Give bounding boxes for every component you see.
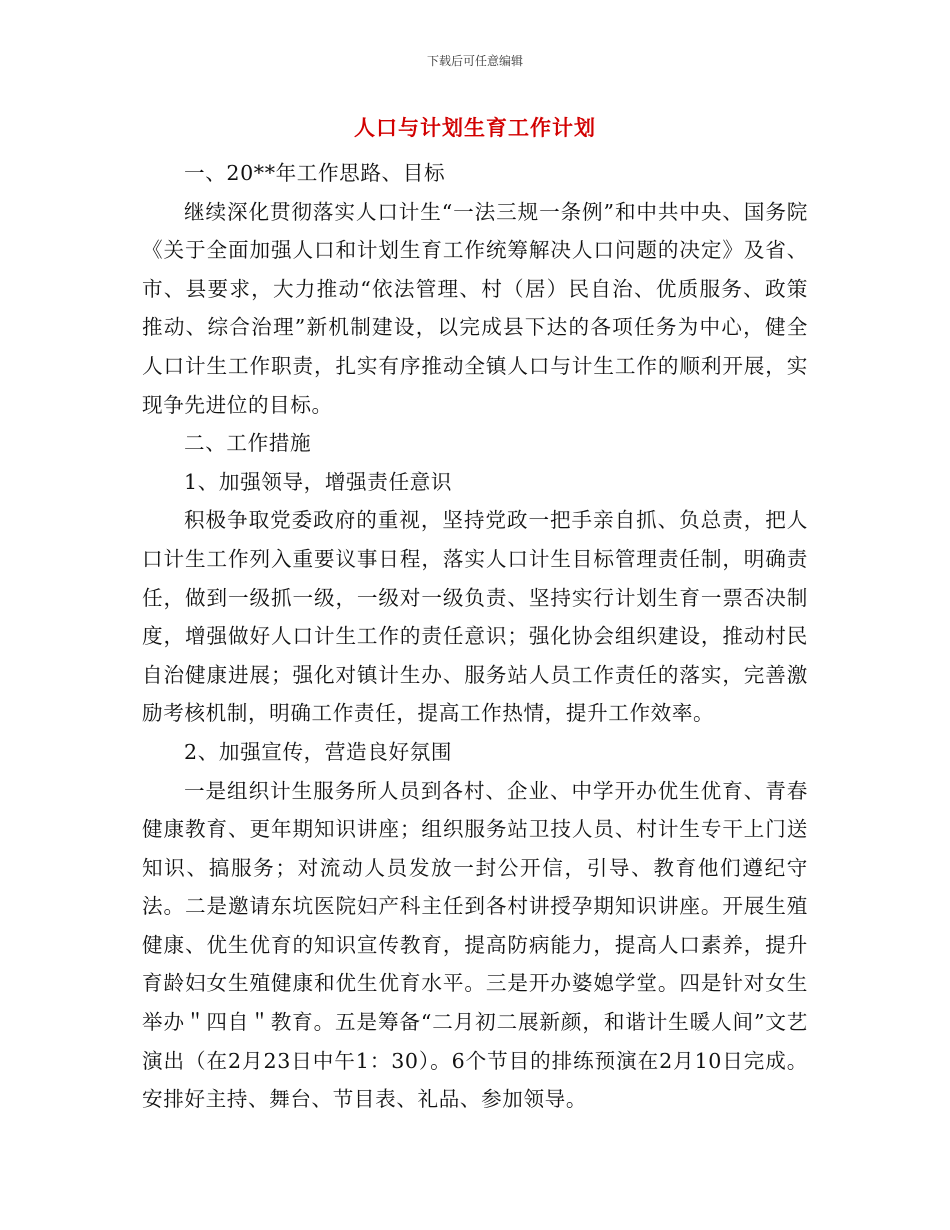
paragraph-leadership: 积极争取党委政府的重视，坚持党政一把手亲自抓、负总责，把人口计生工作列入重要议事日程，落实人口计生目标管理责任制，明确责任，做到一级抓一级，一级对一级负责、坚持实行计划生育一票否决制度，增强做好人口计生工作的责任意识；强化协会组织建设，推动村民自治健康进展；强化对镇计生办、服务站人员工作责任的落实，完善激励考核机制，明确工作责任，提高工作热情，提升工作效率。 [142,508,808,726]
section-heading-2: 二、工作措施 [184,431,312,456]
document-body [142,154,808,1119]
header-note: 下载后可任意编辑 [426,54,523,68]
paragraph-publicity: 一是组织计生服务所人员到各村、企业、中学开办优生优育、青春健康教育、更年期知识讲座；组织服务站卫技人员、村计生专干上门送知识、搞服务；对流动人员发放一封公开信，引导、教育他们遵纪守法。二是邀请东坑医院妇产科主任到各村讲授孕期知识讲座。开展生殖健康、优生优育的知识宣传教育，提高防病能力，提高人口素养，提升育龄妇女生殖健康和优生优育水平。三是开办婆媳学堂。四是针对女生举办＂四自＂教育。五是筹备“二月初二展新颜，和谐计生暖人间”文艺演出（在2月23日中午1：30）。6个节目的排练预演在2月10日完成。安排好主持、舞台、节目表、礼品、参加领导。 [142,778,808,1112]
paragraph-goals: 继续深化贯彻落实人口计生“一法三规一条例”和中共中央、国务院《关于全面加强人口和计划生育工作统筹解决人口问题的决定》及省、市、县要求，大力推动“依法管理、村（居）民自治、优质服务、政策推动、综合治理”新机制建设，以完成县下达的各项任务为中心，健全人口计生工作职责，扎实有序推动全镇人口与计生工作的顺利开展，实现争先进位的目标。 [142,199,808,417]
subheading-publicity: 2、加强宣传，营造良好氛围 [184,739,453,764]
document-title: 人口与计划生育工作计划 [354,116,596,140]
section-heading-1: 一、20**年工作思路、目标 [184,161,446,185]
subheading-leadership: 1、加强领导，增强责任意识 [184,469,453,494]
